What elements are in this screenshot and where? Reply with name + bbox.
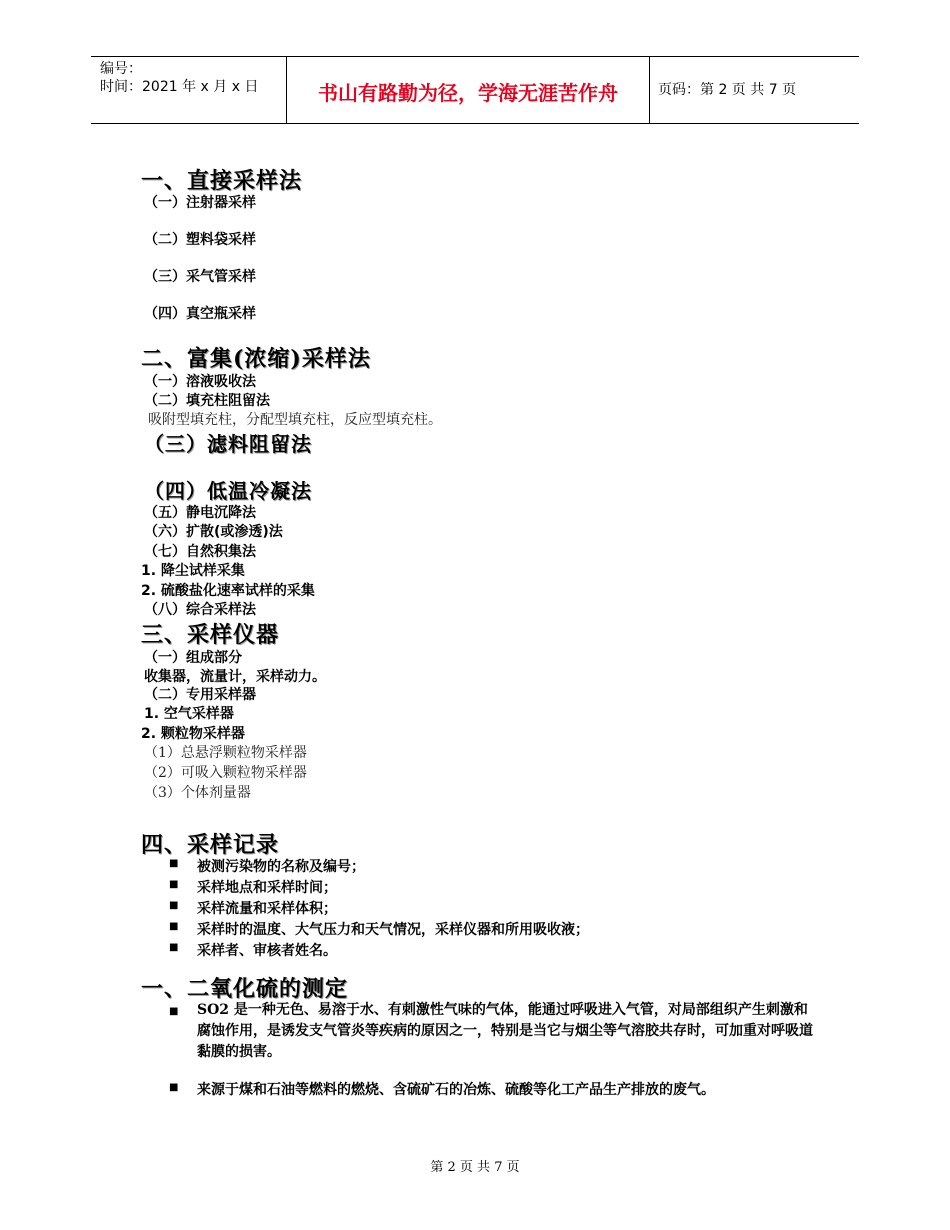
item-description: 收集器，流量计，采样动力。 [144,669,326,685]
section-item: （二）填充柱阻留法 [144,393,270,409]
number-label: 编号： [100,61,142,77]
bullet-icon: ■ [169,879,179,890]
list-item: 被测污染物的名称及编号； [197,859,365,875]
time-label: 时间：2021 年 x 月 x 日 [100,79,259,95]
bullet-icon: ■ [169,900,179,911]
section-item: （六）扩散(或渗透)法 [144,524,283,540]
section-subitem: （1）总悬浮颗粒物采样器 [144,745,307,761]
section-item: （二）专用采样器 [144,687,256,703]
bullet-icon: ■ [169,942,179,953]
header-page-label: 页码：第 2 页 共 7 页 [658,82,797,98]
section-item: （四）真空瓶采样 [144,306,256,322]
section-subitem: 2. 颗粒物采样器 [141,726,245,742]
section-subitem: （2）可吸入颗粒物采样器 [144,765,307,781]
section-item: （七）自然积集法 [144,544,256,560]
bullet-icon: ■ [169,858,179,869]
section-subitem: 1. 降尘试样采集 [141,563,245,579]
bullet-icon: ■ [169,1006,179,1017]
list-item: 采样者、审核者姓名。 [197,943,337,959]
section-title: 一、二氧化硫的测定 [141,976,349,1002]
list-item: 采样地点和采样时间； [197,880,337,896]
section-subitem: 1. 空气采样器 [144,706,234,722]
section-subitem: （3）个体剂量器 [144,785,251,801]
list-item: 采样流量和采样体积； [197,901,337,917]
section-subitem: 2. 硫酸盐化速率试样的采集 [141,583,315,599]
item-description: 吸附型填充柱，分配型填充柱，反应型填充柱。 [148,412,442,428]
bullet-icon: ■ [169,1082,179,1093]
section-item-large: （三）滤料阻留法 [144,432,312,456]
section-title: 一、直接采样法 [141,168,303,194]
section-title: 二、富集(浓缩)采样法 [141,346,371,372]
list-item: 采样时的温度、大气压力和天气情况，采样仪器和所用吸收液； [197,922,589,938]
page-footer: 第 2 页 共 7 页 [430,1160,520,1175]
section-item: （一）溶液吸收法 [144,374,256,390]
header-motto: 书山有路勤为径，学海无涯苦作舟 [286,57,650,123]
paragraph: 来源于煤和石油等燃料的燃烧、含硫矿石的冶炼、硫酸等化工产品生产排放的废气。 [197,1082,715,1098]
section-title: 三、采样仪器 [141,622,280,648]
section-item: （三）采气管采样 [144,269,256,285]
section-item: （五）静电沉降法 [144,505,256,521]
section-item: （八）综合采样法 [144,602,256,618]
section-item: （二）塑料袋采样 [144,232,256,248]
section-title: 四、采样记录 [141,832,280,858]
section-item: （一）注射器采样 [144,195,256,211]
section-item-large: （四）低温冷凝法 [144,479,312,503]
bullet-icon: ■ [169,921,179,932]
paragraph: SO2 是一种无色、易溶于水、有刺激性气味的气体，能通过呼吸进入气管，对局部组织产生刺激和腐蚀作用，是诱发支气管炎等疾病的原因之一，特别是当它与烟尘等气溶胶共存时，可加重对呼吸道黏膜的损害。 [197,1002,813,1060]
section-item: （一）组成部分 [144,650,242,666]
